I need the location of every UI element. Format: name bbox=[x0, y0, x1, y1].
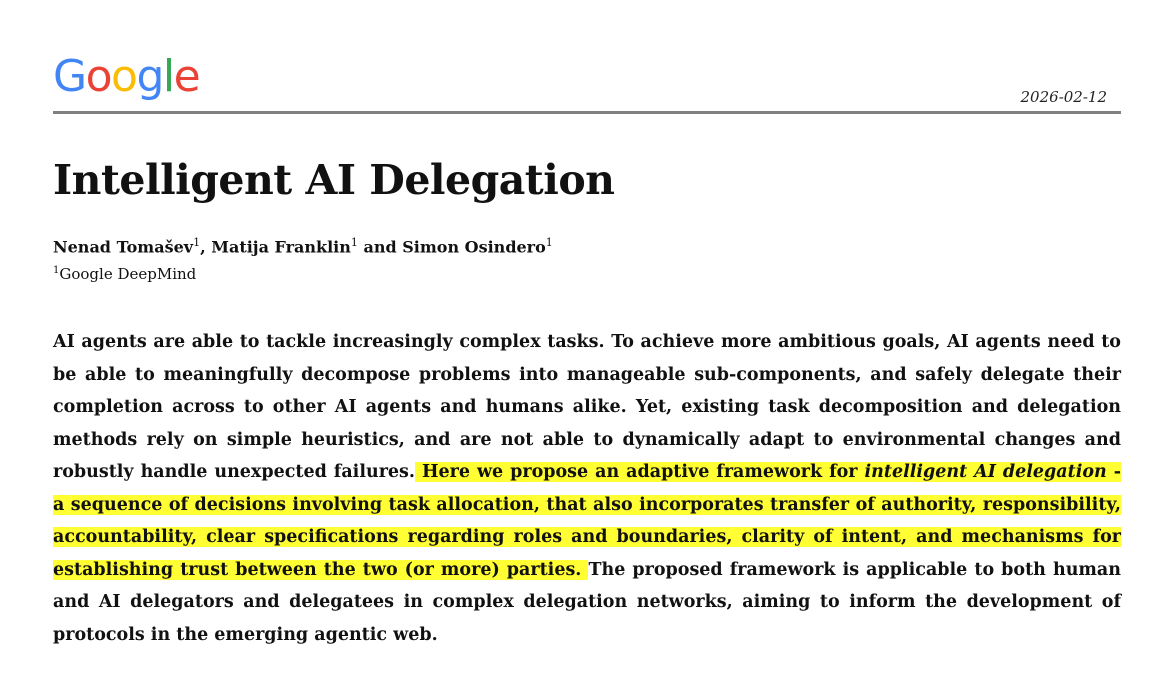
author-list bbox=[53, 236, 553, 256]
publication-date: 2026-02-12 bbox=[1020, 88, 1107, 106]
affiliation-marker: 1 bbox=[545, 236, 553, 249]
abstract-highlight: Here we propose an adaptive framework for intelligent AI delegation - a sequence of decisions involving task allocation, that also incorporates transfer of authority, responsibility, accountability, clear specifications regarding roles and boundaries, clarity of intent, and mechanisms for establishing trust between the two (or more) parties. bbox=[53, 462, 1121, 580]
author-separator: , bbox=[200, 237, 212, 257]
affiliation-name: Google DeepMind bbox=[59, 265, 197, 283]
abstract-emphasis: intelligent AI delegation bbox=[864, 462, 1107, 482]
abstract bbox=[53, 326, 1121, 651]
author-separator: and bbox=[357, 237, 403, 257]
author-name: Nenad Tomašev bbox=[53, 237, 194, 257]
affiliation-marker: 1 bbox=[350, 236, 358, 249]
header-divider bbox=[53, 111, 1121, 114]
affiliation bbox=[53, 265, 196, 283]
abstract-text: The proposed framework is applicable to both human and AI delegators and delegatees in complex delegation networks, aiming to inform the development of protocols in the emerging agentic web. bbox=[53, 559, 1121, 645]
author-name: Simon Osindero bbox=[402, 237, 546, 257]
affiliation-marker: 1 bbox=[193, 236, 201, 249]
affiliation-marker: 1 bbox=[53, 265, 60, 276]
abstract-text: AI agents are able to tackle increasingly complex tasks. To achieve more ambitious goals, AI agents need to be able to meaningfully decompose problems into manageable sub-components, and safely delegate their completion across to other AI agents and humans alike. Yet, existing task decomposition and delegation methods rely on simple heuristics, and are not able to dynamically adapt to environmental changes and robustly handle unexpected failures. bbox=[53, 332, 1121, 482]
author-name: Matija Franklin bbox=[211, 237, 351, 257]
google-logo: Google bbox=[53, 51, 200, 102]
paper-title: Intelligent AI Delegation bbox=[53, 156, 615, 204]
